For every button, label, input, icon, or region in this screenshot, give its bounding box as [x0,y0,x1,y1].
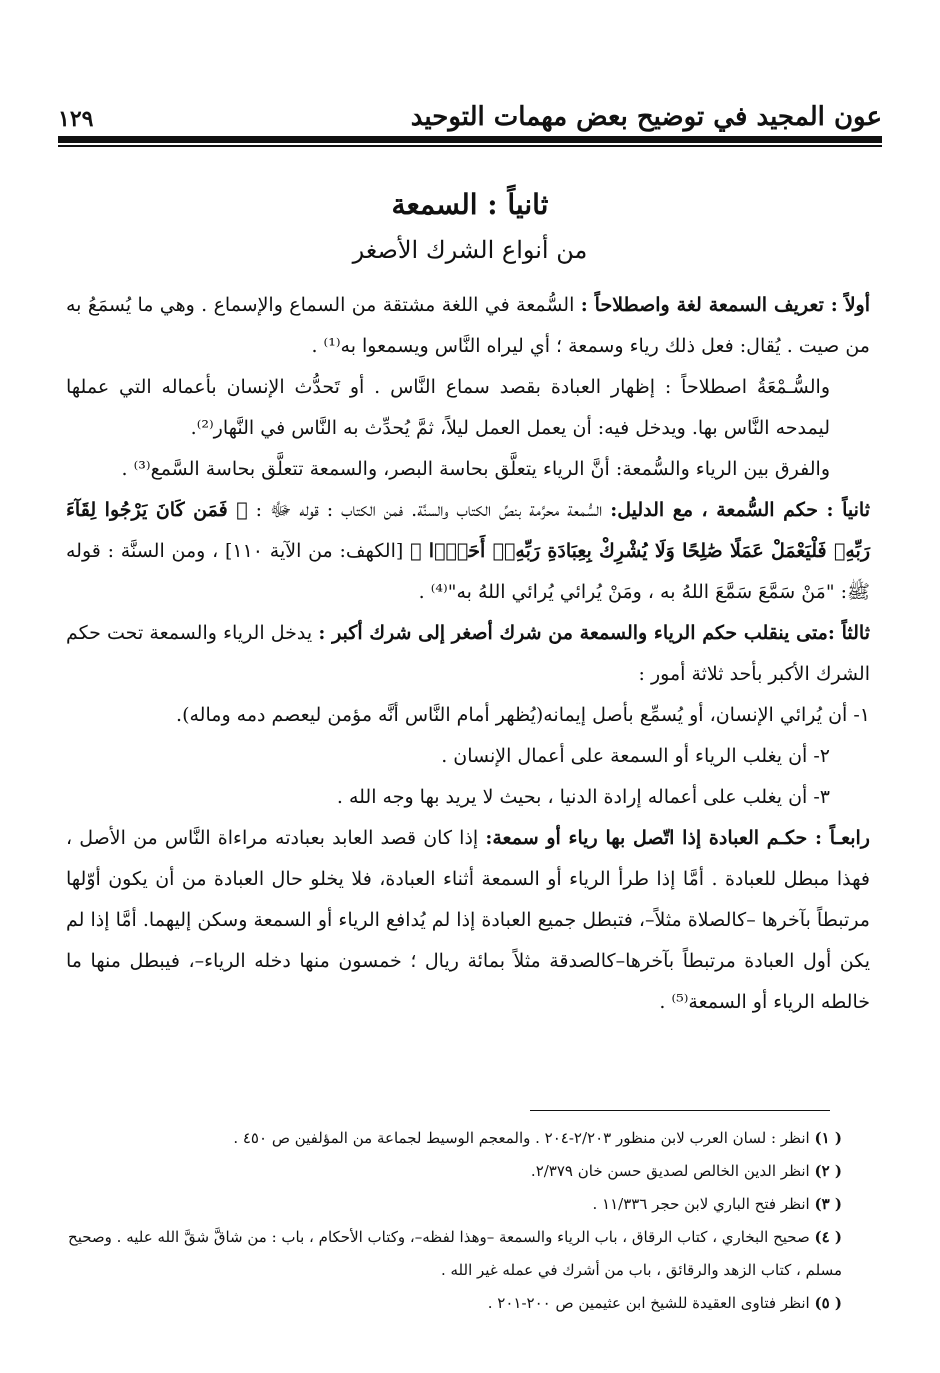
footnote [66,1188,842,1221]
header-rule-thin [58,145,882,147]
paragraph-major-shirk [66,613,870,695]
list-item: ١- أن يُرائي الإنسان، أو يُسمِّع بأصل إيمانه(يُظهر أمام النَّاس أنَّه مؤمن ليعصم دمه وماله). [176,704,870,726]
footnote-separator [530,1110,830,1111]
section-heading: ثانياً : السمعة [391,188,549,221]
footnote-number: ( ١) [814,1129,842,1147]
list-item: ٣- أن يغلب على أعماله إرادة الدنيا ، بحيث لا يريد بها وجه الله . [336,786,830,808]
paragraph-worship-ruling [66,818,870,1023]
paragraph-lead: ثالثاً :متى ينقلب حكم الرياء والسمعة من شرك أصغر إلى شرك أكبر : [318,622,870,644]
footnote-number: ( ٤) [814,1228,842,1246]
list-item: ٢- أن يغلب الرياء أو السمعة على أعمال الإنسان . [441,745,830,767]
footnote-text: انظر فتاوى العقيدة للشيخ ابن عثيمين ص ٢٠٠-٢٠١ . [487,1294,810,1312]
footnote-text: انظر فتح الباري لابن حجر ١١/٣٣٦ . [592,1195,810,1213]
paragraph-lead: ثانياً : حكم السُّمعة ، مع الدليل: [610,499,870,521]
paragraph-ruling [66,490,870,613]
footnote-text: انظر : لسان العرب لابن منظور ٢/٢٠٣-٢٠٤ . والمعجم الوسيط لجماعة من المؤلفين ص ٤٥٠ . [233,1129,810,1147]
footnote-number: ( ٣) [814,1195,842,1213]
quran-verse: ﴿ فَمَن كَانَ يَرْجُوا لِقَآءَ رَبِّهِۦ فَلْيَعْمَلْ عَمَلًا صَٰلِحًا وَلَا يُشْرِكْ بِعِبَادَةِ رَبِّهِۦٓ أَحَدًۢا ﴾ [66,499,871,562]
footnotes [66,1122,842,1320]
footnote-text: صحيح البخاري ، كتاب الرقاق ، باب الرياء والسمعة –وهذا لفظه–، وكتاب الأحكام ، باب : من شاقَّ شقَّ الله عليه . وصحيح مسلم ، كتاب الزهد والرقائق ، باب من أشرك في عمله غير الله . [68,1228,842,1279]
footnote-text: انظر الدين الخالص لصديق حسن خان ٢/٣٧٩. [530,1162,810,1180]
running-header [58,92,882,132]
paragraph-text: يدخل الرياء والسمعة تحت حكم الشرك الأكبر بأحد ثلاثة أمور : [66,622,870,685]
verse-reference: [الكهف: من الآية ١١٠] ، [212,540,404,562]
section-subheading: من أنواع الشرك الأصغر [352,236,588,264]
footnote-number: ( ٢) [814,1162,842,1180]
paragraph-lead: أولاً : تعريف السمعة لغة واصطلاحاً : [580,294,871,316]
header-rule-thick [58,136,882,143]
footnote [66,1155,842,1188]
paragraph-lead: رابعـاً : حكـم العبادة إذا اتّصل بها رياء أو سمعة: [485,827,870,849]
page-number: ١٢٩ [58,106,94,132]
footnote-number: ( ٥) [814,1294,842,1312]
paragraph-definition [66,285,870,367]
footnote [66,1221,842,1287]
footnote [66,1287,842,1320]
main-text [66,285,870,1023]
paragraph-technical-definition: والسُّـمْعَةُ اصطلاحاً : إظهار العبادة بقصد سماع النَّاس . أو تَحدُّث الإنسان بأعماله التي عملها ليمدحه النَّاس بها. ويدخل فيه: أن يعمل العمل ليلاً، ثمَّ يُحدِّث به النَّاس في النَّهار⁽²⁾. [66,376,830,439]
hadith-text: ومن السنَّة : قوله ﷺ: "مَنْ سَمَّعَ سَمَّعَ اللهُ به ، ومَنْ يُرائي يُرائي اللهُ به"⁽⁴⁾ . [66,540,870,603]
paragraph-text: السُّمعة في اللغة مشتقة من السماع والإسماع . وهي ما يُسمَعُ به من صيت . يُقال: فعل ذلك رياء وسمعة ؛ أي ليراه النَّاس ويسمعوا به⁽¹⁾ . [66,294,870,357]
paragraph-text: السُّمعة محرَّمة بنصِّ الكتاب والسنَّة. فمن الكتاب : قوله ﷻ : [255,499,603,521]
book-title: عون المجيد في توضيح بعض مهمات التوحيد [410,102,882,132]
paragraph-text: إذا كان قصد العابد بعبادته مراءاة النَّاس من الأصل ، فهذا مبطل للعبادة . أمَّا إذا طرأ الرياء أو السمعة أثناء العبادة، فلا يخلو حال العبادة من أن يكون أوّلها مرتبطاً بآخرها –كالصلاة مثلاً–، فتبطل جميع العبادة إذا لم يُدافع الرياء أو السمعة وسكن إليهما. أمَّا إذا لم يكن أول العبادة مرتبطاً بآخرها–كالصدقة مثلاً بمائة ريال ؛ خمسون منها دخله الرياء–، فيبطل منها ما خالطه الرياء أو السمعة⁽⁵⁾ . [66,827,870,1013]
paragraph-difference: والفرق بين الرياء والسُّمعة: أنَّ الرياء يتعلَّق بحاسة البصر، والسمعة تتعلَّق بحاسة السَّمع⁽³⁾ . [121,458,830,480]
footnote [66,1122,842,1155]
